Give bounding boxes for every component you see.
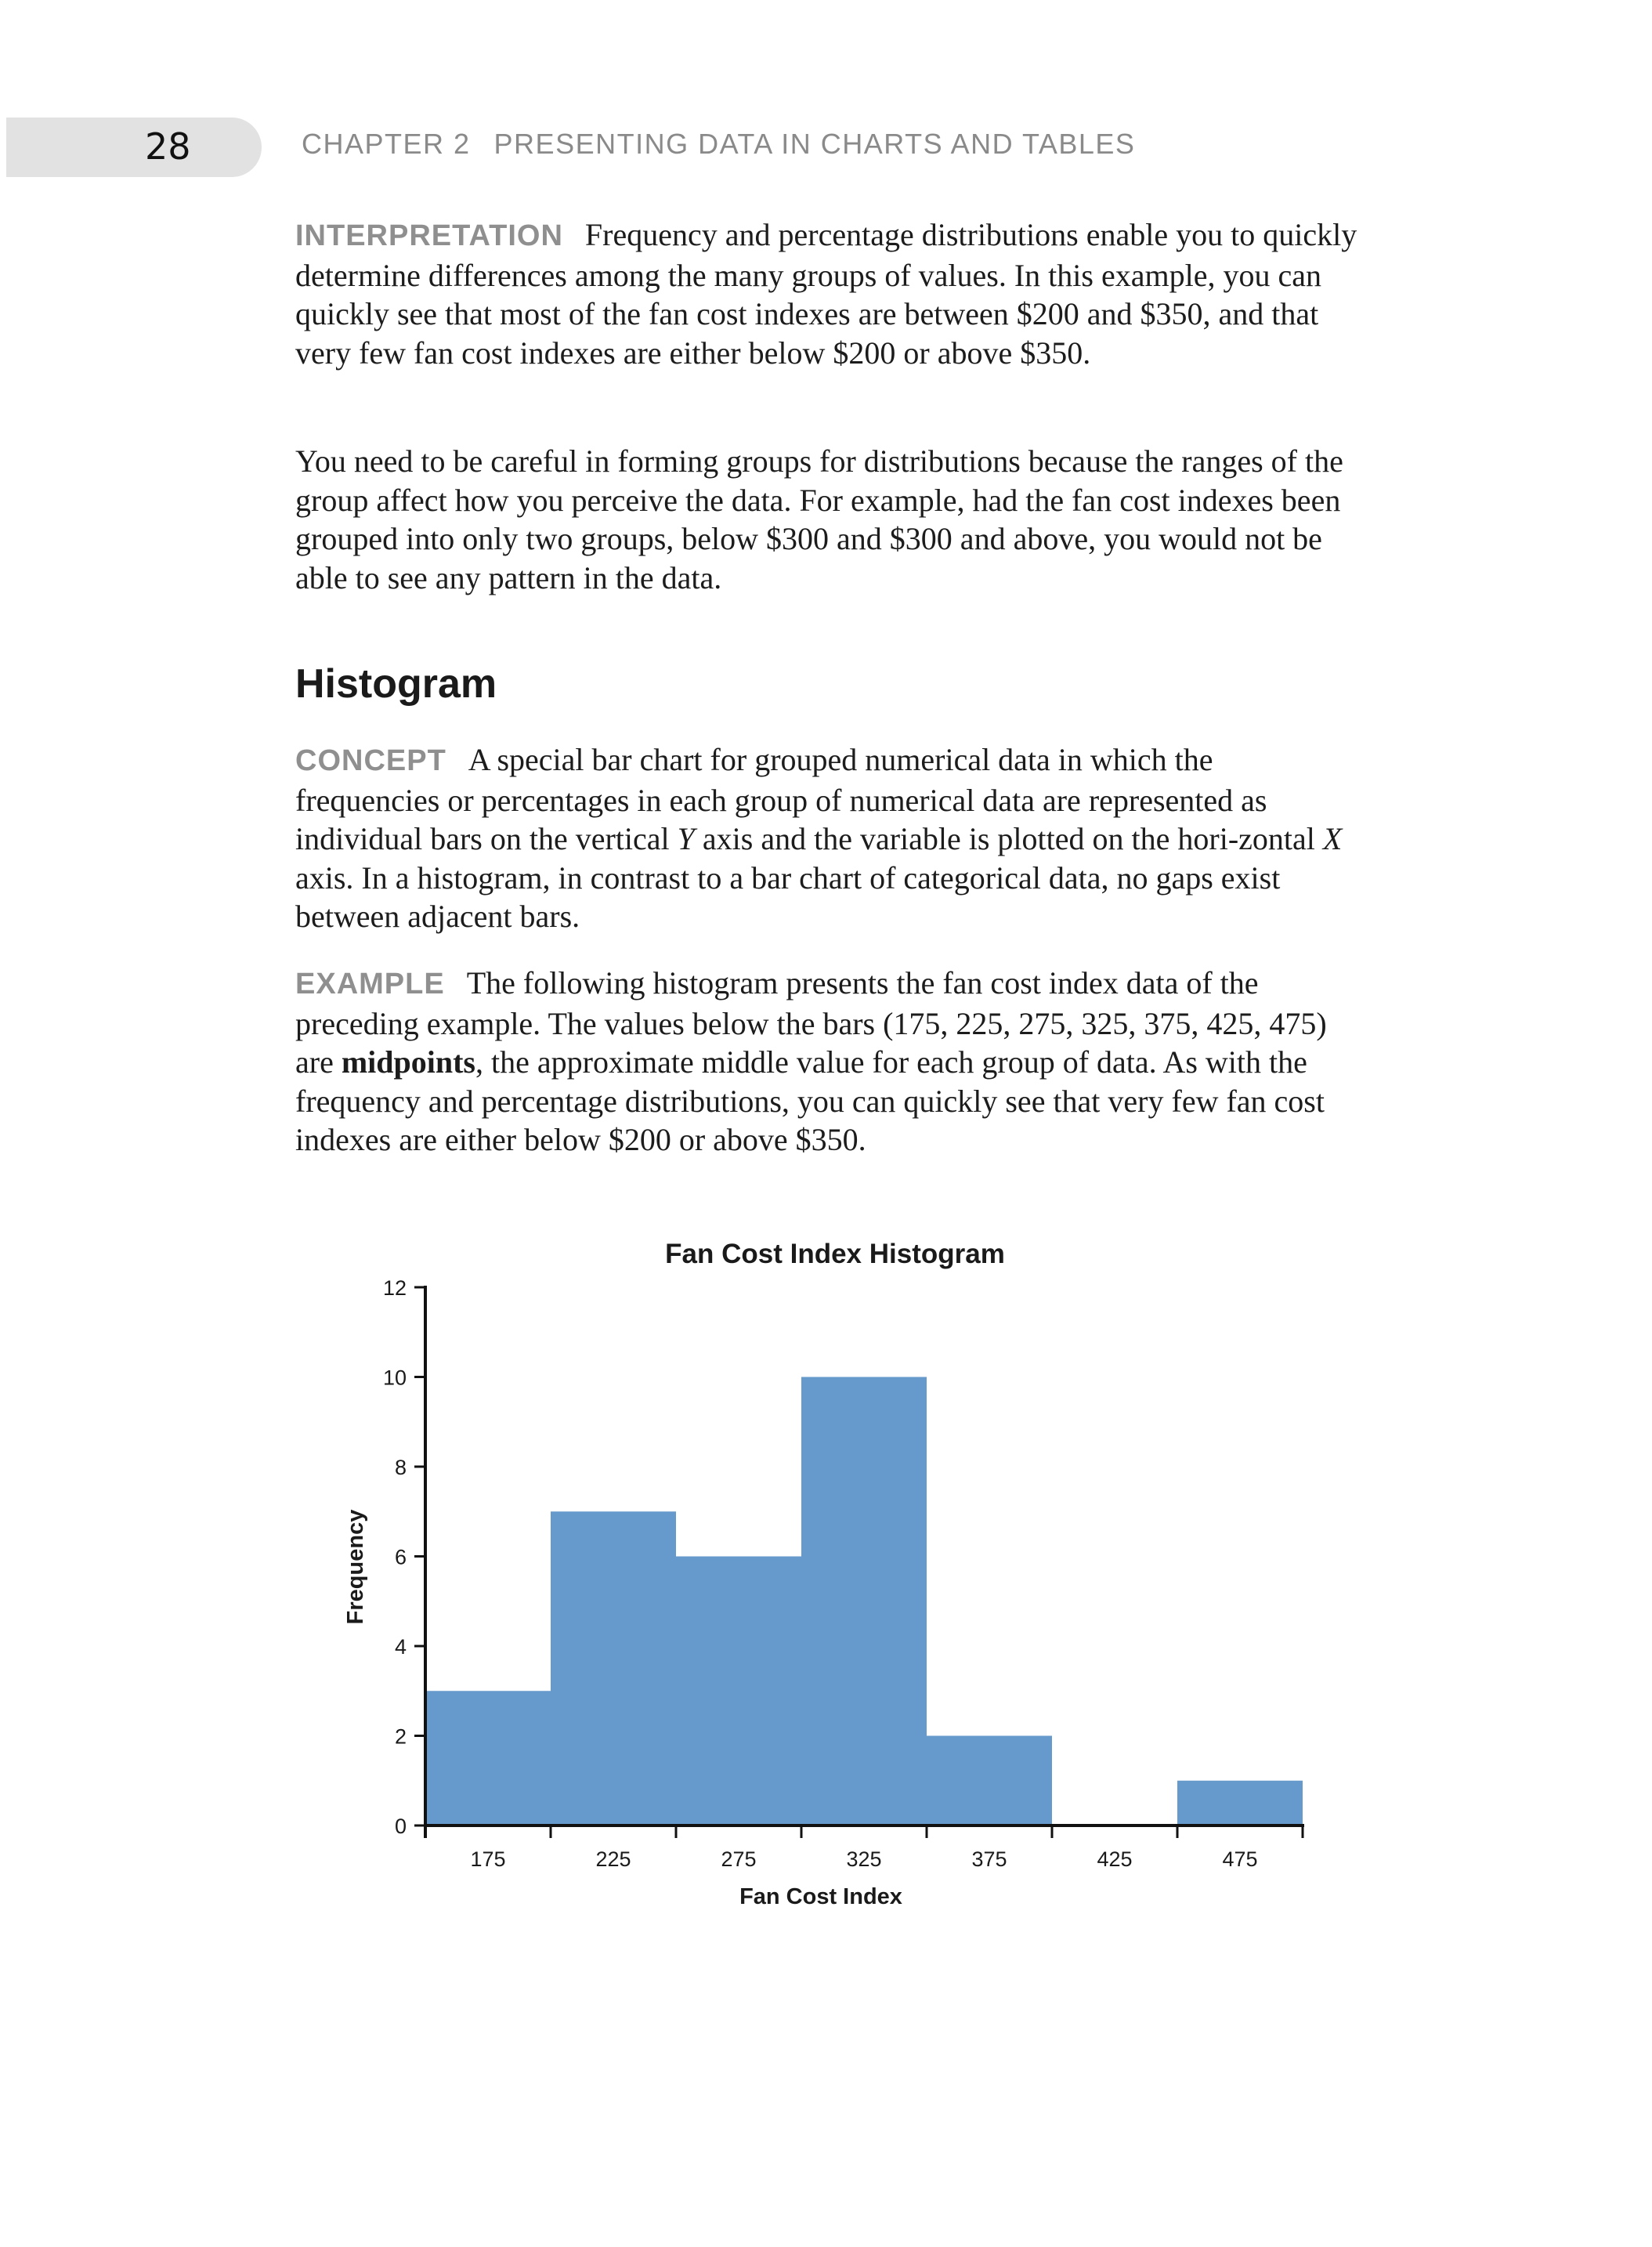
x-tick-label: 475 bbox=[1222, 1847, 1258, 1871]
y-tick-label: 8 bbox=[394, 1456, 407, 1479]
interpretation-label: INTERPRETATION bbox=[295, 219, 563, 252]
histogram-bar-275 bbox=[676, 1557, 801, 1826]
x-tick-label: 275 bbox=[721, 1847, 757, 1871]
concept-y-letter: Y bbox=[677, 821, 695, 856]
x-tick-label: 325 bbox=[846, 1847, 882, 1871]
x-tick-label: 375 bbox=[971, 1847, 1007, 1871]
section-heading-histogram: Histogram bbox=[295, 661, 497, 707]
concept-x-letter: X bbox=[1322, 821, 1343, 856]
y-axis-label: Frequency bbox=[343, 1509, 368, 1625]
y-tick-label: 2 bbox=[394, 1724, 407, 1749]
y-tick-label: 10 bbox=[382, 1366, 407, 1390]
y-tick-label: 0 bbox=[394, 1815, 407, 1838]
histogram-bar-325 bbox=[801, 1377, 927, 1826]
histogram-bar-175 bbox=[425, 1691, 551, 1825]
x-tick-label: 225 bbox=[595, 1847, 631, 1871]
chart-title: Fan Cost Index Histogram bbox=[665, 1239, 1005, 1269]
concept-text-2: axis and the variable is plotted on the hori-zontal bbox=[702, 821, 1315, 856]
y-tick-label: 12 bbox=[382, 1276, 407, 1300]
concept-label: CONCEPT bbox=[295, 744, 446, 777]
concept-text-3: axis. In a histogram, in contrast to a bar chart of categorical data, no gaps exist between adjacent bars. bbox=[295, 859, 1281, 934]
x-tick-label: 175 bbox=[470, 1847, 506, 1871]
concept-text-1: A special bar chart for grouped numerical data in which the frequencies or percentages in each group of numerical data are represented as individual bars on the vertical bbox=[295, 742, 1267, 856]
y-tick-label: 4 bbox=[394, 1635, 407, 1659]
caution-paragraph: You need to be careful in forming groups for distributions because the ranges of the group affect how you perceive the data. For example, had the fan cost indexes been grouped into only two groups, below $300 and $300 and above, you would not be able to see any pattern in the data. bbox=[295, 443, 1343, 595]
histogram-bar-475 bbox=[1177, 1781, 1303, 1825]
histogram-bars bbox=[425, 1377, 1303, 1826]
example-text-1: The following histogram presents the fan cost index data of the preceding example. The values below the bars (175, 225, 275, 325, 375, 425, 475) are bbox=[295, 965, 1327, 1080]
interpretation-text: Frequency and percentage distributions enable you to quickly determine differences among the many groups of values. In this example, you can quickly see that most of the fan cost indexes are between $200 and $350, and that very few fan cost indexes are either below $200 or above $350. bbox=[295, 217, 1357, 371]
chapter-number: CHAPTER 2 bbox=[302, 128, 471, 160]
x-axis-label: Fan Cost Index bbox=[739, 1884, 902, 1909]
histogram-bar-225 bbox=[551, 1511, 676, 1825]
example-text-2: , the approximate middle value for each group of data. As with the frequency and percentage distributions, you can quickly see that very few fan cost indexes are either below $200 or above $350. bbox=[295, 1044, 1325, 1157]
x-tick-label: 425 bbox=[1097, 1847, 1133, 1871]
example-label: EXAMPLE bbox=[295, 968, 445, 1000]
chapter-title: PRESENTING DATA IN CHARTS AND TABLES bbox=[493, 128, 1136, 160]
example-bold-term: midpoints bbox=[341, 1044, 475, 1080]
histogram-bar-375 bbox=[927, 1736, 1052, 1826]
page-number: 28 bbox=[145, 125, 191, 168]
y-tick-label: 6 bbox=[394, 1545, 407, 1569]
